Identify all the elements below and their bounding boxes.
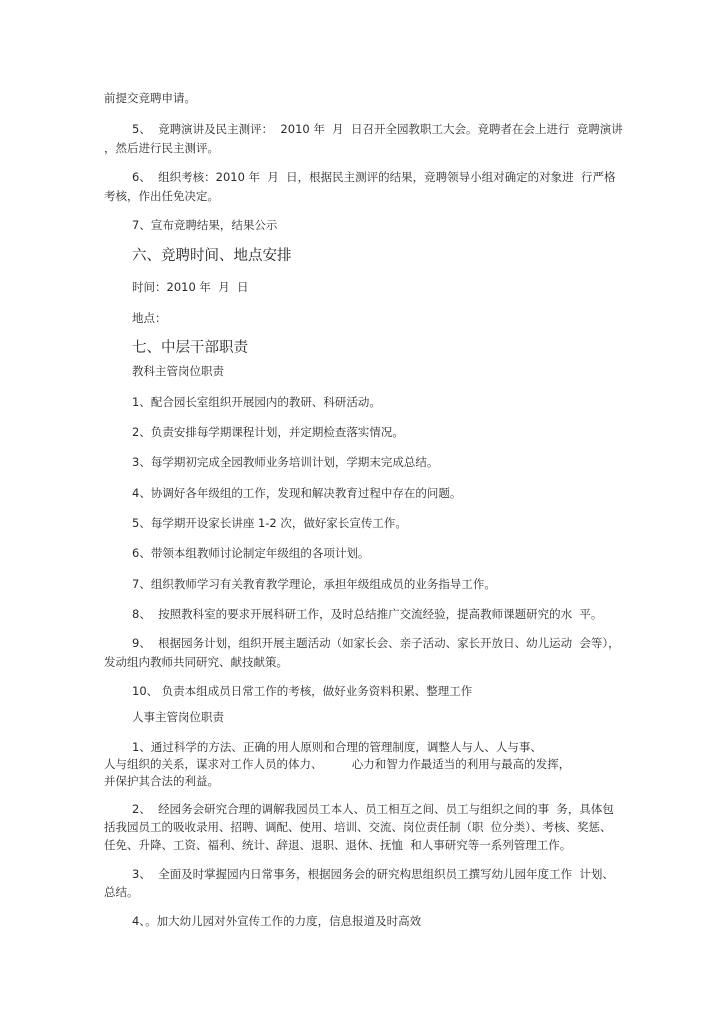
list-item: 10、 负责本组成员日常工作的考核，做好业务资料积累、整理工作 (132, 684, 473, 698)
list-item: 3、 全面及时掌握园内日常事务，根据园务会的研究构思组织员工撰写幼儿园年度工作 计划、 (132, 867, 614, 881)
list-item: 4、。加大幼儿园对外宣传工作的力度，信息报道及时高效 (132, 914, 422, 928)
section-heading: 六、竞聘时间、地点安排 (132, 248, 292, 264)
list-item: 7、组织教师学习有关教育教学理论，承担年级组成员的业务指导工作。 (132, 577, 496, 591)
list-item: 4、协调好各年级组的工作，发现和解决教育过程中存在的问题。 (132, 486, 462, 500)
text-line: 人与组织的关系，谋求对工作人员的体力、 心力和智力作最适当的利用与最高的发挥， (104, 757, 571, 771)
text-line: 6、 组织考核：2010 年 月 日，根据民主测评的结果，竞聘领导小组对确定的对象进 行严格 (132, 170, 616, 184)
subsection-title: 教科主管岗位职责 (132, 364, 224, 378)
text-line: 并保护其合法的利益。 (104, 774, 219, 788)
text-line: 5、 竞聘演讲及民主测评： 2010 年 月 日召开全园教职工大会。竞聘者在会上进行 竞聘演讲 (132, 122, 623, 136)
list-item: 1、通过科学的方法、正确的用人原则和合理的管理制度，调整人与人、人与事、 (132, 740, 542, 754)
list-item: 5、每学期开设家长讲座 1-2 次，做好家长宣传工作。 (132, 516, 407, 530)
text-line: 时间：2010 年 月 日 (132, 280, 249, 294)
text-line: 发动组内教师共同研究、献技献策。 (104, 655, 288, 669)
list-item: 2、 经园务会研究合理的调解我园员工本人、员工相互之间、员工与组织之间的事 务，具体包 (132, 802, 614, 816)
list-item: 8、 按照教科室的要求开展科研工作，及时总结推广交流经验，提高教师课题研究的水 平。 (132, 607, 603, 621)
list-item: 3、每学期初完成全园教师业务培训计划，学期末完成总结。 (132, 455, 439, 469)
text-line: 前提交竞聘申请。 (104, 91, 196, 105)
text-line: 总结。 (104, 885, 139, 899)
list-item: 9、 根据园务计划，组织开展主题活动（如家长会、亲子活动、家长开放日、幼儿运动 会等）， (132, 636, 620, 650)
list-item: 1、配合园长室组织开展园内的教研、科研活动。 (132, 395, 381, 409)
section-heading: 七、中层干部职责 (132, 340, 248, 356)
text-line: 括我园员工的吸收录用、招聘、调配、使用、培训、交流、岗位责任制（职 位分类）、考核、奖惩、 (104, 820, 612, 834)
list-item: 2、负责安排每学期课程计划，并定期检查落实情况。 (132, 425, 404, 439)
text-line: 任免、升降、工资、福利、统计、辞退、退职、退休、抚恤 和人事研究等一系列管理工作。 (104, 838, 572, 852)
list-item: 6、带领本组教师讨论制定年级组的各项计划。 (132, 546, 370, 560)
text-line: ，然后进行民主测评。 (104, 141, 219, 155)
text-line: 7、宣布竞聘结果，结果公示 (132, 218, 278, 232)
text-line: 考核，作出任免决定。 (104, 189, 219, 203)
subsection-title: 人事主管岗位职责 (132, 710, 224, 724)
text-line: 地点： (132, 311, 167, 325)
